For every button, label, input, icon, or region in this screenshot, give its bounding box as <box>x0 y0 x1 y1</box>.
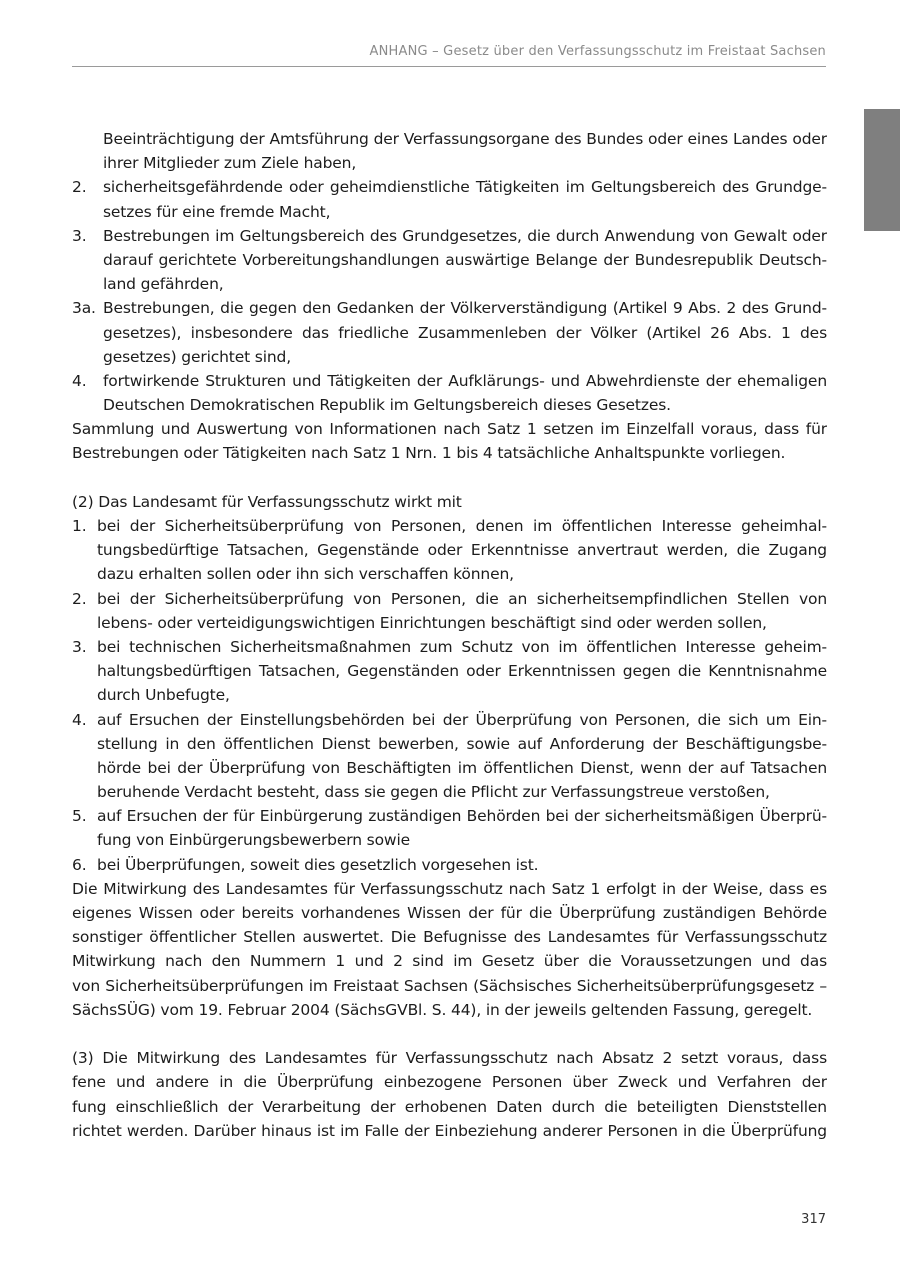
text-line: dazu erhalten sollen oder ihn sich verschaffen können, <box>97 565 514 584</box>
paragraph-gap <box>72 1022 827 1046</box>
list-item <box>72 175 827 223</box>
list-item <box>72 296 827 369</box>
list-continuation <box>72 127 827 175</box>
text-line: darauf gerichtete Vorbereitungshandlungen auswärtige Belange der Bundesrepublik Deutsch- <box>103 250 827 269</box>
text-line: lebens- oder verteidigungswichtigen Einrichtungen beschäftigt sind oder werden sollen, <box>97 613 767 632</box>
text-line: Bestrebungen im Geltungsbereich des Grundgesetzes, die durch Anwendung von Gewalt oder <box>103 226 827 245</box>
section-tab-marker <box>864 109 900 231</box>
text-line: bei der Sicherheitsüberprüfung von Personen, denen im öffentlichen Interesse geheimhal- <box>97 517 827 535</box>
list-number: 3. <box>72 226 87 245</box>
text-line: land gefährden, <box>103 275 224 294</box>
paragraph-lead: (2) Das Landesamt für Verfassungsschutz wirkt mit <box>72 492 462 511</box>
list-item <box>72 514 827 587</box>
text-line: von Sicherheitsüberprüfungen im Freistaat Sachsen (Sächsisches Sicherheitsüberprüfungsgesetz – <box>72 976 827 995</box>
list-item <box>72 853 827 877</box>
text-line: Bestrebungen, die gegen den Gedanken der Völkerverständigung (Artikel 9 Abs. 2 des Grund- <box>103 299 827 318</box>
list-number: 4. <box>72 710 87 729</box>
list-number: 2. <box>72 178 87 197</box>
paragraph-gap <box>72 466 827 490</box>
text-line: Sammlung und Auswertung von Informationen nach Satz 1 setzen im Einzelfall voraus, dass für <box>72 420 827 439</box>
text-line: Bestrebungen oder Tätigkeiten nach Satz 1 Nrn. 1 bis 4 tatsächliche Anhaltspunkte vorliegen. <box>72 444 786 463</box>
list-number: 3a. <box>72 299 96 318</box>
text-line: auf Ersuchen der Einstellungsbehörden bei der Überprüfung von Personen, die sich um Ein- <box>97 710 827 729</box>
header-rule <box>72 66 826 67</box>
list-number: 6. <box>72 855 87 874</box>
text-line: bei technischen Sicherheitsmaßnahmen zum Schutz von im öffentlichen Interesse geheim- <box>97 637 827 656</box>
text-line: Deutschen Demokratischen Republik im Geltungsbereich dieses Gesetzes. <box>103 396 671 415</box>
text-line: sicherheitsgefährdende oder geheimdienstliche Tätigkeiten im Geltungsbereich des Grundge- <box>103 178 827 197</box>
text-line: ihrer Mitglieder zum Ziele haben, <box>103 154 357 173</box>
text-line: Mitwirkung nach den Nummern 1 und 2 sind im Gesetz über die Voraussetzungen und das <box>72 952 827 971</box>
text-line: fortwirkende Strukturen und Tätigkeiten der Aufklärungs- und Abwehrdienste der ehemaligen <box>103 371 827 390</box>
text-line: stellung in den öffentlichen Dienst bewerben, sowie auf Anforderung der Beschäftigungsbe- <box>97 734 827 753</box>
text-line: gesetzes), insbesondere das friedliche Zusammenleben der Völker (Artikel 26 Abs. 1 des <box>103 323 827 342</box>
running-header: ANHANG – Gesetz über den Verfassungsschutz im Freistaat Sachsen <box>369 44 826 59</box>
text-line: fung einschließlich der Verarbeitung der erhobenen Daten durch die beteiligten Dienststellen <box>72 1097 827 1116</box>
text-line: richtet werden. Darüber hinaus ist im Falle der Einbeziehung anderer Personen in die Überprüfung <box>72 1121 827 1140</box>
list-number: 2. <box>72 589 87 608</box>
text-line: bei der Sicherheitsüberprüfung von Personen, die an sicherheitsempfindlichen Stellen von <box>97 589 827 608</box>
list-item <box>72 635 827 708</box>
text-line: haltungsbedürftigen Tatsachen, Gegenständen oder Erkenntnissen gegen die Kenntnisnahme <box>97 662 827 681</box>
list-item <box>72 804 827 852</box>
text-line: tungsbedürftige Tatsachen, Gegenstände oder Erkenntnisse anvertraut werden, die Zugang <box>97 541 827 560</box>
list-item <box>72 224 827 297</box>
text-line: fung von Einbürgerungsbewerbern sowie <box>97 831 410 850</box>
page-body <box>72 127 827 1143</box>
list-number: 3. <box>72 637 87 656</box>
text-line: Die Mitwirkung des Landesamtes für Verfassungsschutz nach Satz 1 erfolgt in der Weise, dass es <box>72 879 827 898</box>
text-line: auf Ersuchen der für Einbürgerung zuständigen Behörden bei der sicherheitsmäßigen Überprü- <box>97 807 827 826</box>
text-line: fene und andere in die Überprüfung einbezogene Personen über Zweck und Verfahren der <box>72 1073 827 1092</box>
text-line: Beeinträchtigung der Amtsführung der Verfassungsorgane des Bundes oder eines Landes oder <box>103 130 827 148</box>
text-line: setzes für eine fremde Macht, <box>103 202 331 221</box>
text-line: durch Unbefugte, <box>97 686 230 705</box>
page-number: 317 <box>801 1212 826 1227</box>
list-item <box>72 587 827 635</box>
text-line: (3) Die Mitwirkung des Landesamtes für Verfassungsschutz nach Absatz 2 setzt voraus, dass <box>72 1049 827 1068</box>
list-item <box>72 369 827 417</box>
list-item <box>72 708 827 805</box>
text-line: beruhende Verdacht besteht, dass sie gegen die Pflicht zur Verfassungstreue verstoßen, <box>97 783 770 802</box>
text-line: bei Überprüfungen, soweit dies gesetzlich vorgesehen ist. <box>97 855 539 874</box>
list-number: 1. <box>72 517 87 535</box>
text-line: SächsSÜG) vom 19. Februar 2004 (SächsGVBl. S. 44), in der jeweils geltenden Fassung, geregelt. <box>72 1000 813 1019</box>
list-number: 4. <box>72 371 87 390</box>
text-line: hörde bei der Überprüfung von Beschäftigten im öffentlichen Dienst, wenn der auf Tatsachen <box>97 758 827 777</box>
text-line: sonstiger öffentlicher Stellen auswertet. Die Befugnisse des Landesamtes für Verfassungsschutz <box>72 928 827 947</box>
text-line: eigenes Wissen oder bereits vorhandenes Wissen der für die Überprüfung zuständigen Behörde <box>72 904 827 922</box>
list-number: 5. <box>72 807 87 826</box>
text-line: gesetzes) gerichtet sind, <box>103 347 292 366</box>
